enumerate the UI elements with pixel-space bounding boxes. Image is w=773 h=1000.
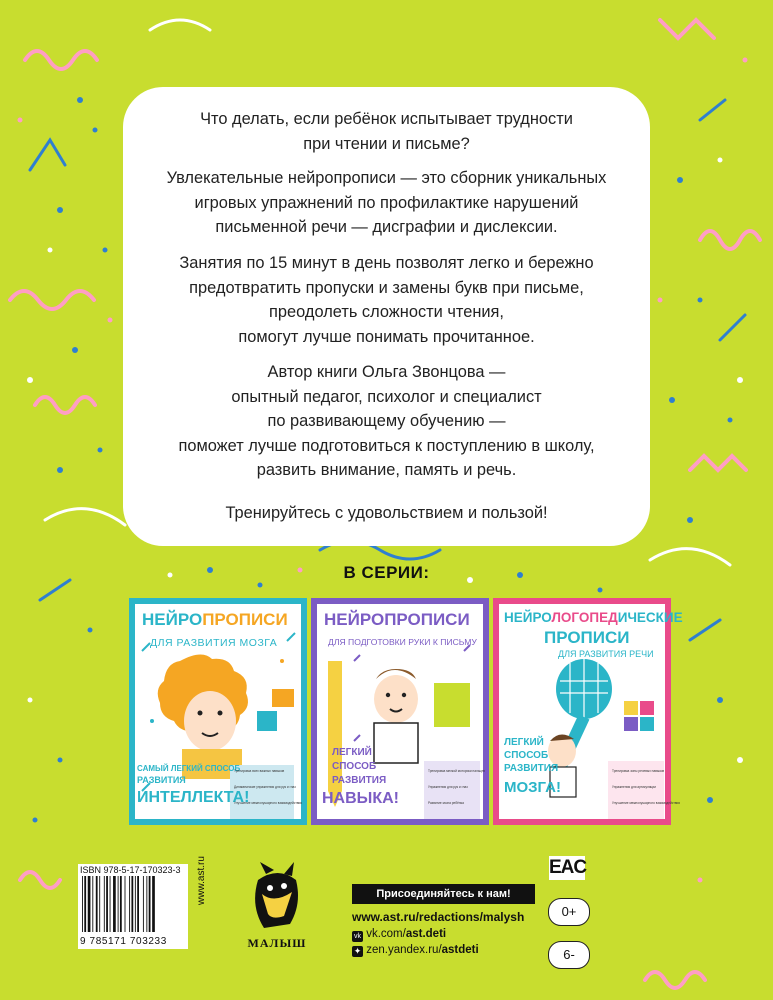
description-paragraph xyxy=(123,166,650,240)
book-note: Тренировка всех важных навыков xyxy=(234,769,285,773)
eac-mark-icon: EAC xyxy=(549,857,587,878)
barcode xyxy=(80,876,186,934)
book-tag-big: НАВЫКА! xyxy=(322,790,399,807)
zen-icon: ✦ xyxy=(353,946,362,956)
intro-question xyxy=(123,107,650,156)
book-title-part: НЕЙРО xyxy=(504,610,552,625)
book-note: Тренировка мелкой моторики пальцев xyxy=(428,769,485,773)
book-tag-line: СПОСОБ xyxy=(332,761,377,772)
book-tag-line: РАЗВИТИЯ xyxy=(504,763,559,774)
closing-line xyxy=(123,501,650,526)
text-line: Что делать, если ребёнок испытывает трудности xyxy=(200,110,573,128)
book-title xyxy=(324,610,470,630)
book-tag-line: ЛЕГКИЙ xyxy=(332,747,372,758)
book-tag-line: СПОСОБ xyxy=(504,750,549,761)
join-banner: Присоединяйтесь к нам! xyxy=(352,884,535,904)
book-title-part: НЕЙРО xyxy=(324,610,385,629)
book-tag-line: САМЫЙ ЛЕГКИЙ СПОСОБ xyxy=(137,764,241,773)
book-cover-speech xyxy=(496,601,683,822)
vk-link-handle: ast.deti xyxy=(405,928,447,940)
book-title xyxy=(504,610,683,625)
text-line: развить внимание, память и речь. xyxy=(256,461,517,479)
book-note: Тренировка зоны речевых навыков xyxy=(612,769,665,773)
benefits-paragraph xyxy=(123,251,650,349)
text-line: Увлекательные нейропрописи — это сборник уникальных xyxy=(166,169,607,187)
book-tag-line: РАЗВИТИЯ xyxy=(332,775,387,786)
book-tag-line: ЛЕГКИЙ xyxy=(504,737,544,748)
book-cover-hand-prep xyxy=(314,601,486,822)
text-line: поможет лучше подготовиться к поступлению в школу, xyxy=(178,436,595,455)
book-note: Развитие мозга ребёнка xyxy=(428,801,464,805)
book-tag-line: РАЗВИТИЯ xyxy=(137,775,186,785)
book-note: Улучшение межполушарного взаимодействия xyxy=(234,801,303,805)
text-line: преодолеть сложности чтения, xyxy=(269,303,504,321)
barcode-number: 9 785171 703233 xyxy=(80,936,167,947)
publisher-logo xyxy=(244,860,310,958)
text-line: предотвратить пропуски и замены букв при письме, xyxy=(189,278,584,297)
text-line: Тренируйтесь с удовольствием и пользой! xyxy=(225,504,548,522)
text-line: при чтении и письме? xyxy=(303,134,470,153)
book-title xyxy=(142,610,288,630)
book-note: Упражнения для артикуляции xyxy=(612,785,656,789)
isbn-label: ISBN 978-5-17-170323-3 xyxy=(80,865,181,875)
text-line: игровых упражнений по профилактике нарушений xyxy=(194,193,579,212)
book-title-part: ПРОПИСИ xyxy=(384,610,470,629)
publisher-name: МАЛЫШ xyxy=(247,936,307,950)
book-note: Упражнения для рук и глаз xyxy=(428,785,468,789)
book-cover-intellect xyxy=(132,601,304,822)
series-heading: В СЕРИИ: xyxy=(343,563,430,582)
age-rating-badge: 6- xyxy=(548,941,590,969)
book-subtitle: ДЛЯ РАЗВИТИЯ РЕЧИ xyxy=(558,649,654,659)
vk-icon: vk xyxy=(354,933,361,940)
zen-link[interactable] xyxy=(352,944,479,957)
book-tag-big: МОЗГА! xyxy=(504,779,561,796)
text-line: по развивающему обучению — xyxy=(267,412,506,430)
book-title-part: НЕЙРО xyxy=(142,610,203,629)
age-rating-badge: 0+ xyxy=(548,898,590,926)
book-tag-big: ИНТЕЛЛЕКТА! xyxy=(137,789,250,806)
book-title-part: ЛОГОПЕД xyxy=(551,610,618,625)
text-line: Автор книги Ольга Звонцова — xyxy=(267,363,506,381)
text-line: Занятия по 15 минут в день позволят легко и бережно xyxy=(179,254,594,272)
book-title-part: ИЧЕСКИЕ xyxy=(617,610,683,625)
book-subtitle: ДЛЯ ПОДГОТОВКИ РУКИ К ПИСЬМУ xyxy=(328,637,477,647)
text-line: помогут лучше понимать прочитанное. xyxy=(238,327,535,346)
book-title-line2: ПРОПИСИ xyxy=(544,628,630,647)
vk-link[interactable] xyxy=(352,928,446,942)
book-note: Динамические упражнения для рук и глаз xyxy=(234,785,296,789)
zen-link-handle: astdeti xyxy=(441,944,479,956)
publisher-link[interactable]: www.ast.ru/redactions/malysh xyxy=(352,910,525,924)
owl-logo-icon xyxy=(244,860,310,938)
author-paragraph xyxy=(123,360,650,483)
book-note: Улучшение межполушарного взаимодействия xyxy=(612,801,681,805)
zen-link-prefix: zen.yandex.ru/ xyxy=(366,944,442,956)
barcode-block xyxy=(78,864,188,949)
book-title-part: ПРОПИСИ xyxy=(202,610,288,629)
vk-link-prefix: vk.com/ xyxy=(366,928,406,940)
site-vertical: www.ast.ru xyxy=(196,856,207,905)
book-subtitle: ДЛЯ РАЗВИТИЯ МОЗГА xyxy=(150,637,278,649)
description-panel xyxy=(123,87,650,546)
text-line: опытный педагог, психолог и специалист xyxy=(231,387,542,406)
text-line: письменной речи — дисграфии и дислексии. xyxy=(215,218,558,236)
